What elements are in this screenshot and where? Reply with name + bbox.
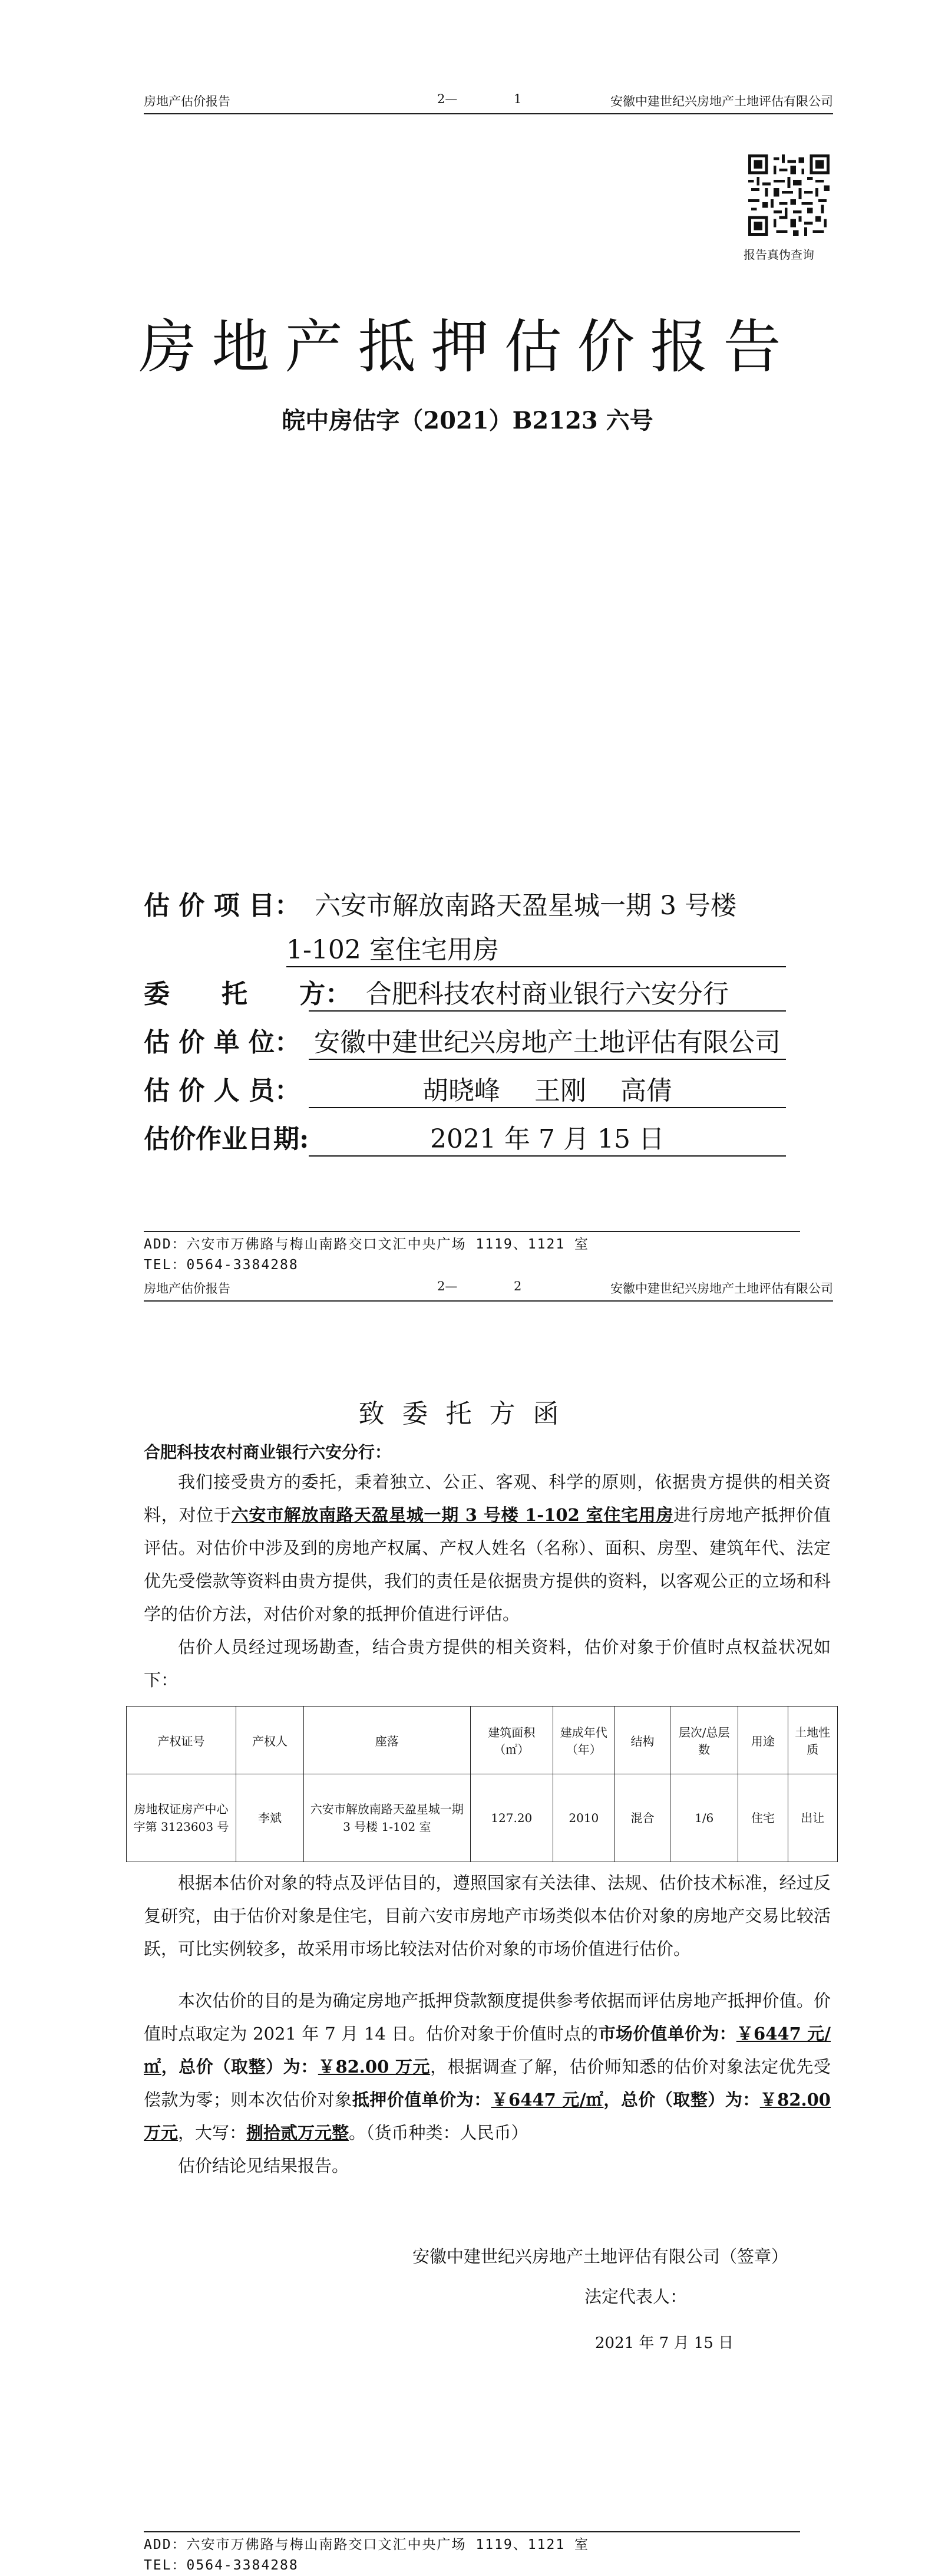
appraiser-value: 安徽中建世纪兴房地产土地评估有限公司 (309, 1021, 786, 1060)
report-title: 房地产抵押估价报告 (138, 314, 797, 381)
header-page-prefix: 2— (437, 1279, 458, 1293)
property-rights-table (126, 1706, 838, 1862)
letter-page (0, 1277, 935, 2575)
td-cert-no: 房地权证房产中心字第 3123603 号 (127, 1774, 236, 1862)
th-structure: 结构 (614, 1707, 670, 1774)
header-page-number: 1 (514, 92, 522, 106)
staff-label: 估 价 人 员： (144, 1076, 300, 1106)
page-header (144, 90, 833, 114)
table-row (127, 1774, 838, 1862)
header-left: 房地产估价报告 (144, 94, 230, 108)
th-floor: 层次/总层数 (670, 1707, 738, 1774)
para4-mortgage-unit-label: 抵押价值单价为： (352, 2090, 491, 2110)
header-right: 安徽中建世纪兴房地产土地评估有限公司 (610, 1282, 833, 1296)
para4-market-unit-label: 市场价值单价为： (598, 2024, 736, 2044)
project-value-line2: 1-102 室住宅用房 (286, 928, 786, 967)
th-owner: 产权人 (236, 1707, 304, 1774)
letter-paragraph-4 (144, 1984, 831, 2149)
date-label: 估价作业日期: (144, 1124, 309, 1154)
para4-market-total-label: ，总价（取整）为： (161, 2057, 318, 2077)
letter-paragraph-5: 估价结论见结果报告。 (178, 2156, 349, 2176)
report-number: 皖中房估字（2021）B2123 六号 (282, 407, 653, 434)
header-page-prefix: 2— (437, 92, 458, 106)
para4-mortgage-unit-value: ￥6447 元/㎡ (491, 2090, 604, 2110)
th-location: 座落 (303, 1707, 470, 1774)
header-page-number: 2 (514, 1279, 522, 1293)
td-location: 六安市解放南路天盈星城一期 3 号楼 1-102 室 (303, 1774, 470, 1862)
signature-date: 2021 年 7 月 15 日 (595, 2334, 734, 2352)
para4-text-d: ，大写： (178, 2123, 247, 2143)
td-usage: 住宅 (738, 1774, 788, 1862)
signature-company: 安徽中建世纪兴房地产土地评估有限公司（签章） (412, 2246, 789, 2267)
para4-mortgage-total-label: ，总价（取整）为： (603, 2090, 760, 2110)
table-header-row (127, 1707, 838, 1774)
para4-mortgage-total-value: ￥82.00 万元 (144, 2090, 831, 2143)
para1-property-address: 六安市解放南路天盈星城一期 3 号楼 1-102 室住宅用房 (231, 1505, 674, 1525)
th-land: 土地性质 (788, 1707, 837, 1774)
footer-addr-line: ADD：六安市万佛路与梅山南路交口文汇中央广场 1119、1121 室 (144, 2537, 590, 2552)
td-year: 2010 (553, 1774, 614, 1862)
td-land: 出让 (788, 1774, 837, 1862)
project-value-line1: 六安市解放南路天盈星城一期 3 号楼 (315, 891, 736, 921)
para4-text-c: ，根据调查了解，估价师知悉的估价对象法定优先受偿款为零；则本次估价对象 (144, 2057, 831, 2110)
para4-amount-in-words: 捌拾贰万元整 (246, 2123, 349, 2143)
letter-title: 致委托方函 (358, 1399, 577, 1429)
appraiser-label: 估 价 单 位： (144, 1027, 300, 1058)
header-left: 房地产估价报告 (144, 1282, 230, 1296)
th-cert-no: 产权证号 (127, 1707, 236, 1774)
footer-tel-line: TEL：0564-3384288 (144, 1257, 299, 1273)
signature-legal-rep: 法定代表人： (584, 2287, 688, 2307)
letter-recipient: 合肥科技农村商业银行六安分行： (144, 1442, 392, 1462)
letter-paragraph-1 (144, 1465, 831, 1630)
td-floor: 1/6 (670, 1774, 738, 1862)
para4-text-e: 。（货币种类：人民币） (349, 2123, 528, 2143)
th-area: 建筑面积（㎡） (470, 1707, 553, 1774)
cover-page (0, 0, 935, 1277)
client-value: 合肥科技农村商业银行六安分行 (309, 973, 786, 1012)
footer-addr-line: ADD：六安市万佛路与梅山南路交口文汇中央广场 1119、1121 室 (144, 1237, 590, 1252)
letter-paragraph-2: 估价人员经过现场勘查，结合贵方提供的相关资料，估价对象于价值时点权益状况如下： (144, 1637, 831, 1690)
footer-tel-line: TEL：0564-3384288 (144, 2558, 299, 2573)
para4-market-unit-value: ￥6447 元/㎡ (144, 2024, 831, 2077)
para4-text-a: 本次估价的目的是为确定房地产抵押贷款额度提供参考依据而评估房地产抵押价值。价值时点取定为 2021 年 7 月 14 日。估价对象于价值时点的 (144, 1991, 831, 2044)
client-label: 委 托 方： (144, 979, 351, 1009)
date-value: 2021 年 7 月 15 日 (309, 1118, 786, 1157)
footer-address (144, 1234, 589, 1276)
footer-divider (144, 2531, 800, 2532)
th-year: 建成年代（年） (553, 1707, 614, 1774)
para1-text-b: 进行房地产抵押价值评估。对估价中涉及到的房地产权属、产权人姓名（名称）、面积、房型、建筑年代、法定优先受偿款等资料由贵方提供，我们的责任是依据贵方提供的资料，以客观公正的立场和科学的估价方法，对估价对象的抵押价值进行评估。 (144, 1505, 831, 1624)
td-structure: 混合 (614, 1774, 670, 1862)
project-label: 估 价 项 目： (144, 891, 300, 921)
para1-text-a: 我们接受贵方的委托，秉着独立、公正、客观、科学的原则，依据贵方提供的相关资料，对位于 (144, 1472, 831, 1525)
footer-address (144, 2535, 589, 2576)
header-right: 安徽中建世纪兴房地产土地评估有限公司 (610, 94, 833, 108)
page-header (144, 1277, 833, 1302)
td-owner: 李斌 (236, 1774, 304, 1862)
th-usage: 用途 (738, 1707, 788, 1774)
qr-caption: 报告真伪查询 (744, 248, 814, 262)
footer-divider (144, 1231, 800, 1232)
staff-value: 胡晓峰 王刚 高倩 (309, 1069, 786, 1108)
qr-code-icon[interactable] (748, 154, 830, 236)
td-area: 127.20 (470, 1774, 553, 1862)
letter-paragraph-3: 根据本估价对象的特点及评估目的，遵照国家有关法律、法规、估价技术标准，经过反复研究，由于估价对象是住宅，目前六安市房地产市场类似本估价对象的房地产交易比较活跃，可比实例较多，故采用市场比较法对估价对象的市场价值进行估价。 (144, 1873, 831, 1959)
para4-market-total-value: ￥82.00 万元 (318, 2057, 431, 2077)
